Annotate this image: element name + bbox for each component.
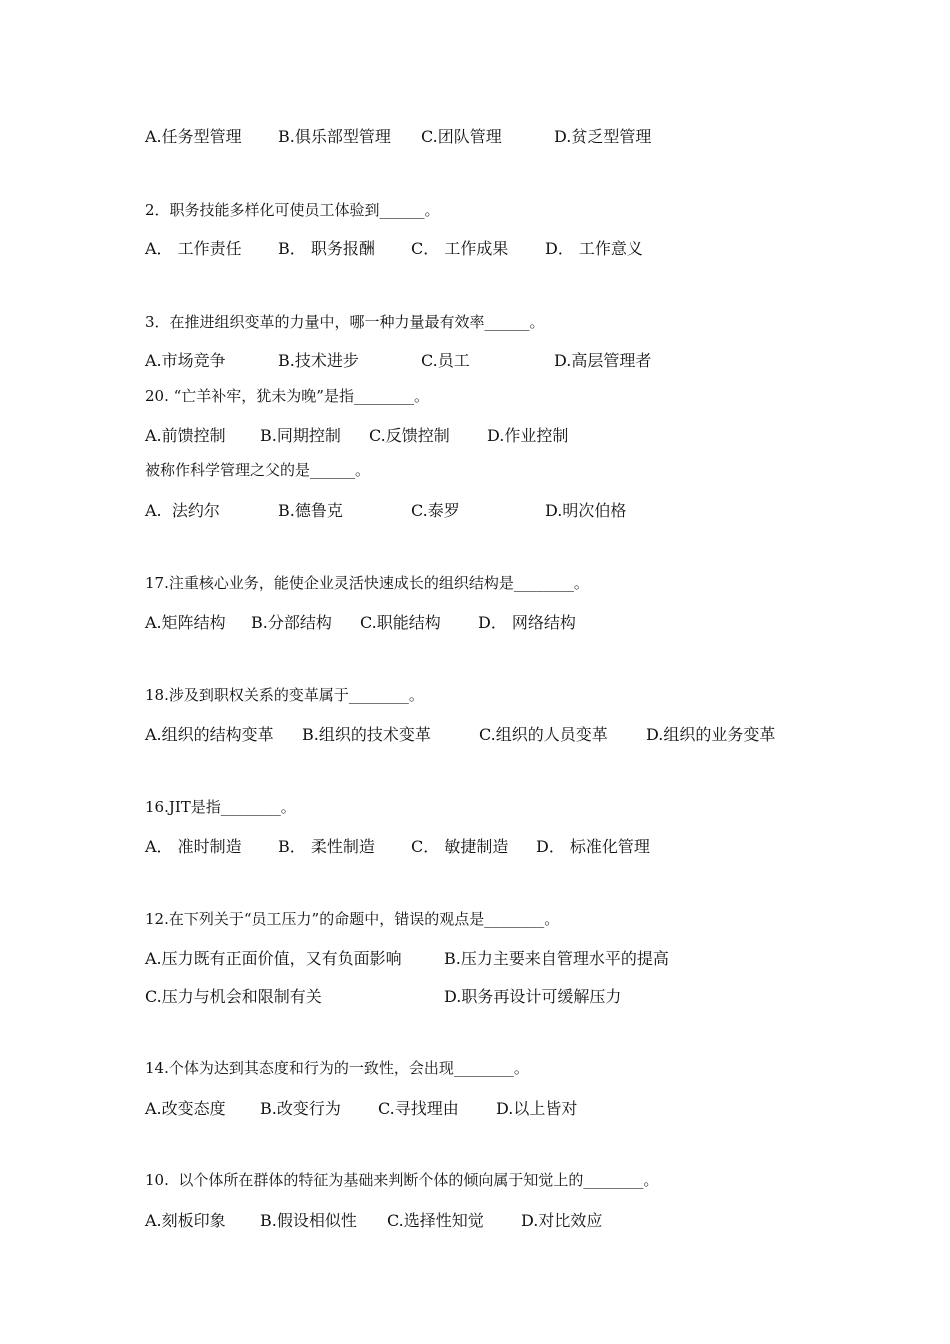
- question-father-options: [145, 498, 945, 518]
- option-a: A.组织的结构变革: [145, 725, 274, 744]
- option-a: A.压力既有正面价值，又有负面影响: [145, 949, 402, 968]
- option-b: B.同期控制: [260, 426, 341, 445]
- question-2-stem: 2．职务技能多样化可使员工体验到______。: [145, 201, 440, 219]
- option-d: D． 网络结构: [478, 613, 576, 632]
- option-a: A.改变态度: [145, 1099, 226, 1118]
- question-10-options: [145, 1208, 945, 1228]
- question-18-stem: 18.涉及到职权关系的变革属于________。: [145, 686, 424, 704]
- option-c: C． 工作成果: [411, 239, 509, 258]
- option-a: A． 工作责任: [145, 239, 242, 258]
- option-b: B.俱乐部型管理: [278, 127, 391, 146]
- question-17-options: [145, 610, 945, 630]
- option-d: D.以上皆对: [496, 1099, 578, 1118]
- option-a: A. 法约尔: [145, 501, 220, 520]
- option-d: D.职务再设计可缓解压力: [444, 987, 622, 1006]
- option-b: B.压力主要来自管理水平的提高: [444, 949, 669, 968]
- question-2-options: [145, 236, 945, 256]
- option-d: D.对比效应: [521, 1211, 603, 1230]
- question-16-stem: 16.JIT是指________。: [145, 798, 296, 816]
- option-b: B.德鲁克: [278, 501, 343, 520]
- option-c: C.团队管理: [421, 127, 502, 146]
- option-c: C． 敏捷制造: [411, 837, 509, 856]
- question-father-stem: 被称作科学管理之父的是______。: [145, 461, 371, 479]
- option-c: C.泰罗: [411, 501, 460, 520]
- question-10-stem: 10. 以个体所在群体的特征为基础来判断个体的倾向属于知觉上的________。: [145, 1171, 659, 1189]
- option-d: D.高层管理者: [554, 351, 652, 370]
- option-d: D.组织的业务变革: [646, 725, 776, 744]
- option-b: B． 柔性制造: [278, 837, 375, 856]
- option-c: C.寻找理由: [378, 1099, 459, 1118]
- option-c: C.职能结构: [360, 613, 441, 632]
- question-14-options: [145, 1096, 945, 1116]
- question-14-stem: 14.个体为达到其态度和行为的一致性，会出现________。: [145, 1059, 529, 1077]
- question-16-options: [145, 834, 945, 854]
- option-c: C.选择性知觉: [387, 1211, 484, 1230]
- option-c: C.反馈控制: [369, 426, 450, 445]
- question-12-options-row2: [145, 984, 945, 1004]
- option-d: D.贫乏型管理: [554, 127, 652, 146]
- option-a: A． 准时制造: [145, 837, 242, 856]
- option-c: C.压力与机会和限制有关: [145, 987, 322, 1006]
- question-12-options-row1: [145, 946, 945, 966]
- question-3-options: [145, 348, 945, 368]
- question-17-stem: 17.注重核心业务，能使企业灵活快速成长的组织结构是________。: [145, 574, 589, 592]
- option-b: B.技术进步: [278, 351, 359, 370]
- option-c: C.组织的人员变革: [479, 725, 608, 744]
- question-0-options: [145, 124, 945, 144]
- option-d: D． 标准化管理: [536, 837, 650, 856]
- question-20-options: [145, 423, 945, 443]
- option-b: B.假设相似性: [260, 1211, 357, 1230]
- option-a: A.市场竞争: [145, 351, 226, 370]
- option-a: A.任务型管理: [145, 127, 242, 146]
- option-c: C.员工: [421, 351, 470, 370]
- option-b: B.改变行为: [260, 1099, 341, 1118]
- question-12-stem: 12.在下列关于“员工压力”的命题中，错误的观点是________。: [145, 910, 560, 928]
- option-b: B.分部结构: [251, 613, 332, 632]
- option-a: A.前馈控制: [145, 426, 226, 445]
- question-3-stem: 3．在推进组织变革的力量中，哪一种力量最有效率______。: [145, 313, 545, 331]
- question-20-stem: 20. “亡羊补牢，犹未为晚”是指________。: [145, 387, 429, 405]
- question-18-options: [145, 722, 945, 742]
- option-b: B． 职务报酬: [278, 239, 375, 258]
- option-b: B.组织的技术变革: [302, 725, 431, 744]
- option-d: D． 工作意义: [545, 239, 643, 258]
- option-d: D.作业控制: [487, 426, 569, 445]
- option-a: A.矩阵结构: [145, 613, 226, 632]
- option-d: D.明次伯格: [545, 501, 627, 520]
- option-a: A.刻板印象: [145, 1211, 226, 1230]
